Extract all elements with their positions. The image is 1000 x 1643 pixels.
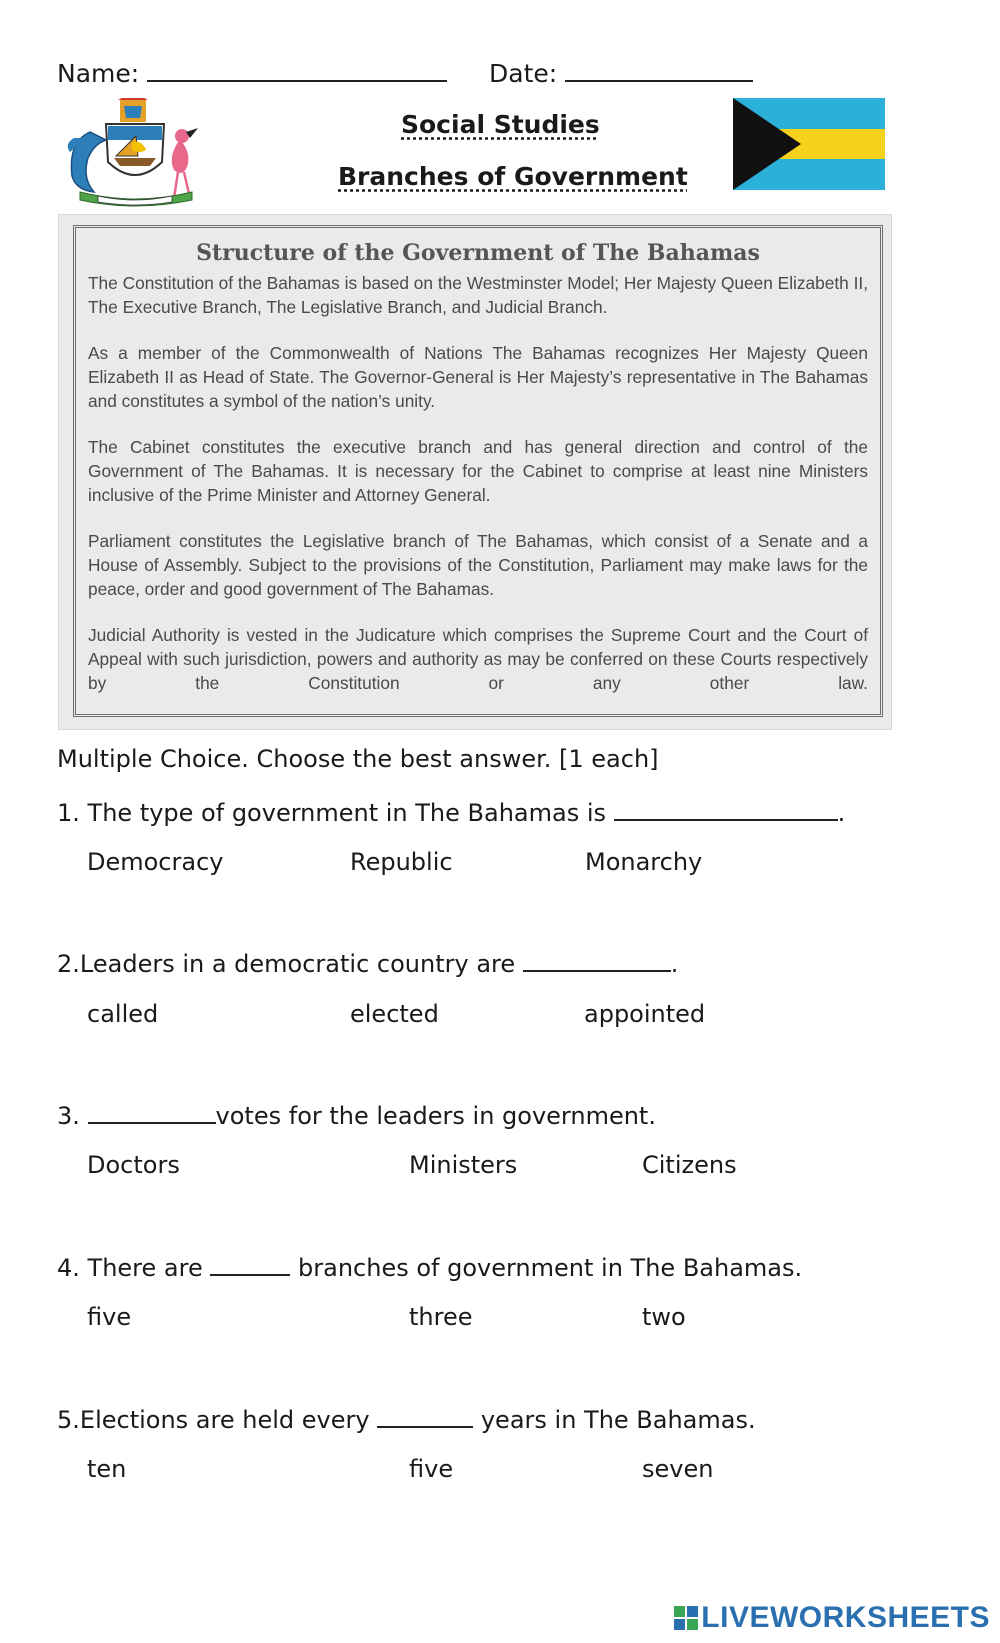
bahamas-flag bbox=[733, 98, 885, 190]
subject-title: Social Studies bbox=[401, 110, 600, 139]
question-3 bbox=[57, 1100, 656, 1130]
option-three[interactable]: three bbox=[409, 1303, 473, 1331]
option-five[interactable]: five bbox=[409, 1455, 454, 1483]
option-called[interactable]: called bbox=[87, 1000, 159, 1028]
answer-blank[interactable] bbox=[523, 948, 671, 972]
option-two[interactable]: two bbox=[642, 1303, 686, 1331]
option-elected[interactable]: elected bbox=[350, 1000, 439, 1028]
brand-name: LIVEWORKSHEETS bbox=[701, 1601, 990, 1634]
question-text-end: votes for the leaders in government. bbox=[215, 1102, 656, 1130]
reading-paragraph-2: As a member of the Commonwealth of Nations The Bahamas recognizes Her Majesty Queen Elizabeth II as Head of State. The Governor-General is Her Majesty’s representative in The Bahamas and constitutes a symbol of the nation’s unity. bbox=[88, 343, 868, 411]
reading-passage bbox=[58, 214, 892, 730]
answer-blank[interactable] bbox=[614, 797, 838, 821]
answer-blank[interactable] bbox=[88, 1100, 216, 1124]
question-1 bbox=[57, 797, 845, 827]
option-seven[interactable]: seven bbox=[642, 1455, 714, 1483]
name-label: Name: bbox=[57, 59, 140, 88]
option-five[interactable]: five bbox=[87, 1303, 132, 1331]
reading-paragraph-4: Parliament constitutes the Legislative branch of The Bahamas, which consist of a Senate and a House of Assembly. Subject to the provisions of the Constitution, Parliament may make laws for the peace, order and good government of The Bahamas. bbox=[88, 531, 868, 599]
coat-of-arms-emblem bbox=[60, 98, 210, 210]
question-number: 3. bbox=[57, 1102, 80, 1130]
reading-paragraph-1: The Constitution of the Bahamas is based on the Westminster Model; Her Majesty Queen Elizabeth II, The Executive Branch, The Legislative Branch, and Judicial Branch. bbox=[88, 273, 868, 317]
option-monarchy[interactable]: Monarchy bbox=[585, 848, 703, 876]
question-number: 2. bbox=[57, 950, 80, 978]
answer-blank[interactable] bbox=[377, 1404, 473, 1428]
reading-paragraph-3: The Cabinet constitutes the executive branch and has general direction and control of the Government of The Bahamas. It is necessary for the Cabinet to comprise at least nine Ministers inclusive of the Prime Minister and Attorney General. bbox=[88, 437, 868, 505]
option-appointed[interactable]: appointed bbox=[584, 1000, 706, 1028]
question-text: Leaders in a democratic country are bbox=[79, 950, 516, 978]
option-ministers[interactable]: Ministers bbox=[409, 1151, 518, 1179]
question-text-end: branches of government in The Bahamas. bbox=[298, 1254, 803, 1282]
date-field[interactable] bbox=[489, 58, 753, 88]
liveworksheets-icon bbox=[674, 1606, 698, 1630]
name-blank[interactable] bbox=[147, 58, 447, 82]
liveworksheets-logo[interactable] bbox=[674, 1601, 990, 1635]
topic-title: Branches of Government bbox=[338, 162, 688, 191]
question-text: There are bbox=[87, 1254, 203, 1282]
question-text-end: years in The Bahamas. bbox=[480, 1406, 756, 1434]
question-number: 5. bbox=[57, 1406, 80, 1434]
reading-paragraph-5: Judicial Authority is vested in the Judicature which comprises the Supreme Court and the Court of Appeal with such jurisdiction, powers and authority as may be conferred on these Courts respectively by the Constitution or any other law. bbox=[88, 625, 868, 693]
option-citizens[interactable]: Citizens bbox=[642, 1151, 737, 1179]
question-4 bbox=[57, 1252, 802, 1282]
question-number: 4. bbox=[57, 1254, 80, 1282]
reading-frame bbox=[73, 225, 883, 717]
reading-title: Structure of the Government of The Bahamas bbox=[196, 240, 760, 266]
question-text-end: . bbox=[670, 950, 679, 978]
date-blank[interactable] bbox=[565, 58, 753, 82]
question-2 bbox=[57, 948, 678, 978]
option-republic[interactable]: Republic bbox=[350, 848, 453, 876]
option-democracy[interactable]: Democracy bbox=[87, 848, 224, 876]
answer-blank[interactable] bbox=[210, 1252, 290, 1276]
question-text: The type of government in The Bahamas is bbox=[87, 799, 607, 827]
option-doctors[interactable]: Doctors bbox=[87, 1151, 180, 1179]
question-text-end: . bbox=[837, 799, 846, 827]
date-label: Date: bbox=[489, 59, 558, 88]
option-ten[interactable]: ten bbox=[87, 1455, 127, 1483]
instructions: Multiple Choice. Choose the best answer. [1 each] bbox=[57, 745, 659, 773]
name-field[interactable] bbox=[57, 58, 447, 88]
question-5 bbox=[57, 1404, 756, 1434]
question-number: 1. bbox=[57, 799, 80, 827]
question-text: Elections are held every bbox=[79, 1406, 370, 1434]
